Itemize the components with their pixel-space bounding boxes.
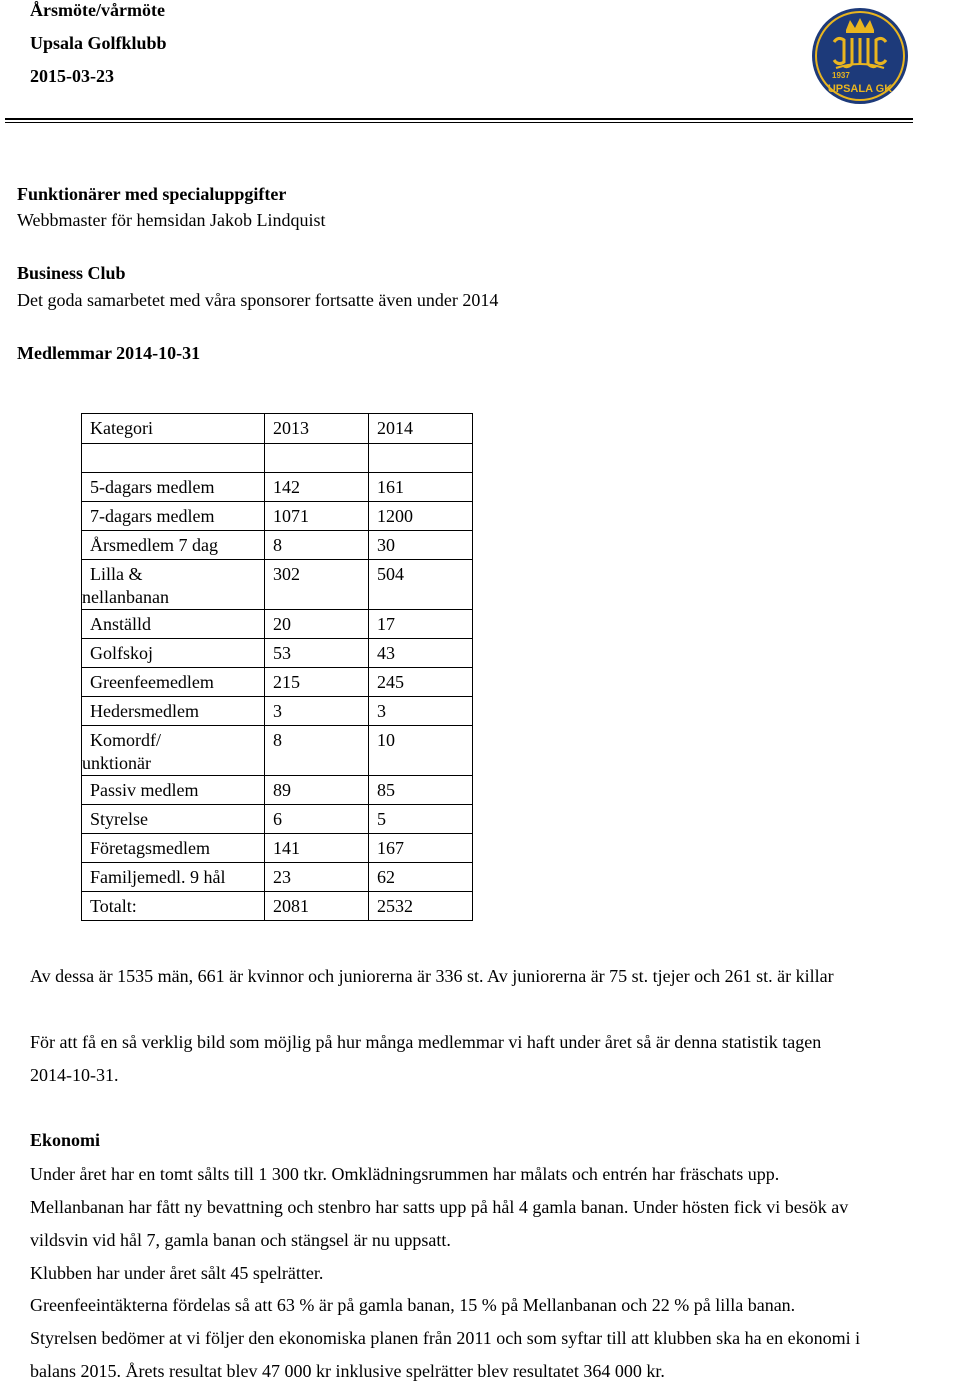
cell-2014: 85 [369,776,473,805]
cell-2013: 53 [265,639,369,668]
cell-category: Golfskoj [82,639,265,668]
cell-category: Totalt: [82,892,265,921]
cell-2014: 167 [369,834,473,863]
members-note-line2: 2014-10-31. [30,1065,119,1085]
cell-2013: 1071 [265,502,369,531]
cell-2013: 142 [265,473,369,502]
document-title: Årsmöte/vårmöte [30,0,165,20]
cell-2014: 504 [369,560,473,610]
cell-2013: 6 [265,805,369,834]
table-row [82,668,473,697]
cell-2013: 20 [265,610,369,639]
cell-2014: 30 [369,531,473,560]
club-name: Upsala Golfklubb [30,33,167,53]
table-row [82,834,473,863]
ekonomi-line: Styrelsen bedömer at vi följer den ekonomiska planen från 2011 och som syftar till att klubben ska ha en ekonomi i [30,1328,861,1348]
cell-category [82,726,265,776]
business-club-title: Business Club [17,263,126,283]
cell-category: 7-dagars medlem [82,502,265,531]
ekonomi-line: balans 2015. Årets resultat blev 47 000 kr inklusive spelrätter blev resultatet 364 000 kr. [30,1361,665,1381]
table-spacer-row [82,444,473,473]
cell-category [82,560,265,610]
cell-category: Företagsmedlem [82,834,265,863]
header-rule [5,118,913,120]
cell-2014: 62 [369,863,473,892]
header-cell-2014: 2014 [369,414,473,444]
table-row [82,726,473,776]
cell-2013: 2081 [265,892,369,921]
cell-category: Styrelse [82,805,265,834]
cell-category: Passiv medlem [82,776,265,805]
members-title: Medlemmar 2014-10-31 [17,343,201,363]
table-row [82,776,473,805]
cell-2014: 17 [369,610,473,639]
table-row [82,502,473,531]
cell-category: Greenfeemedlem [82,668,265,697]
table-row [82,610,473,639]
cell-category: Årsmedlem 7 dag [82,531,265,560]
funktionarer-text: Webbmaster för hemsidan Jakob Lindquist [17,210,326,230]
business-club-text: Det goda samarbetet med våra sponsorer fortsatte även under 2014 [17,290,499,310]
logo-year: 1937 [832,71,850,80]
ekonomi-line: Klubben har under året sålt 45 spelrätter. [30,1263,324,1283]
cell-category: Anställd [82,610,265,639]
ekonomi-line: Greenfeeintäkterna fördelas så att 63 % är på gamla banan, 15 % på Mellanbanan och 22 % på lilla banan. [30,1295,796,1315]
cell-2013: 8 [265,726,369,776]
document-date: 2015-03-23 [30,66,114,86]
cell-2014: 3 [369,697,473,726]
cell-category-line2: unktionär [82,753,151,773]
cell-category-line1: Lilla & [90,564,143,584]
cell-category-line1: Komordf/ [90,730,161,750]
cell-2014: 43 [369,639,473,668]
header-rule-thin [5,122,913,123]
cell-2014: 10 [369,726,473,776]
cell-2013: 89 [265,776,369,805]
cell-category: 5-dagars medlem [82,473,265,502]
table-row [82,863,473,892]
cell-2014: 245 [369,668,473,697]
cell-2014: 5 [369,805,473,834]
cell-2014: 161 [369,473,473,502]
table-header-row [82,414,473,444]
table-row [82,531,473,560]
cell-2013: 8 [265,531,369,560]
table-row [82,473,473,502]
members-note-line1: För att få en så verklig bild som möjlig på hur många medlemmar vi haft under året så är denna statistik tagen [30,1032,822,1052]
logo-name: UPSALA GK [827,83,893,95]
cell-2013: 215 [265,668,369,697]
cell-category-line2: nellanbanan [82,587,169,607]
table-row [82,639,473,668]
ekonomi-title: Ekonomi [30,1130,101,1150]
funktionarer-title: Funktionärer med specialuppgifter [17,184,287,204]
header-cell-2013: 2013 [265,414,369,444]
cell-category: Hedersmedlem [82,697,265,726]
cell-2014: 1200 [369,502,473,531]
table-row [82,697,473,726]
table-row [82,560,473,610]
cell-2013: 302 [265,560,369,610]
cell-2013: 3 [265,697,369,726]
table-row-total [82,892,473,921]
table-row [82,805,473,834]
cell-category: Familjemedl. 9 hål [82,863,265,892]
upsala-gk-logo [808,6,912,106]
ekonomi-line: Under året har en tomt sålts till 1 300 tkr. Omklädningsrummen har målats och entrén har fräschats upp. [30,1164,780,1184]
cell-2013: 23 [265,863,369,892]
ekonomi-line: Mellanbanan har fått ny bevattning och stenbro har satts upp på hål 4 gamla banan. Under hösten fick vi besök av [30,1197,849,1217]
cell-2014: 2532 [369,892,473,921]
members-summary: Av dessa är 1535 män, 661 är kvinnor och juniorerna är 336 st. Av juniorerna är 75 st. tjejer och 261 st. är killar [30,966,834,986]
header-cell-category: Kategori [82,414,265,444]
ekonomi-line: vildsvin vid hål 7, gamla banan och stängsel är nu uppsatt. [30,1230,451,1250]
cell-2013: 141 [265,834,369,863]
members-table [81,413,473,921]
